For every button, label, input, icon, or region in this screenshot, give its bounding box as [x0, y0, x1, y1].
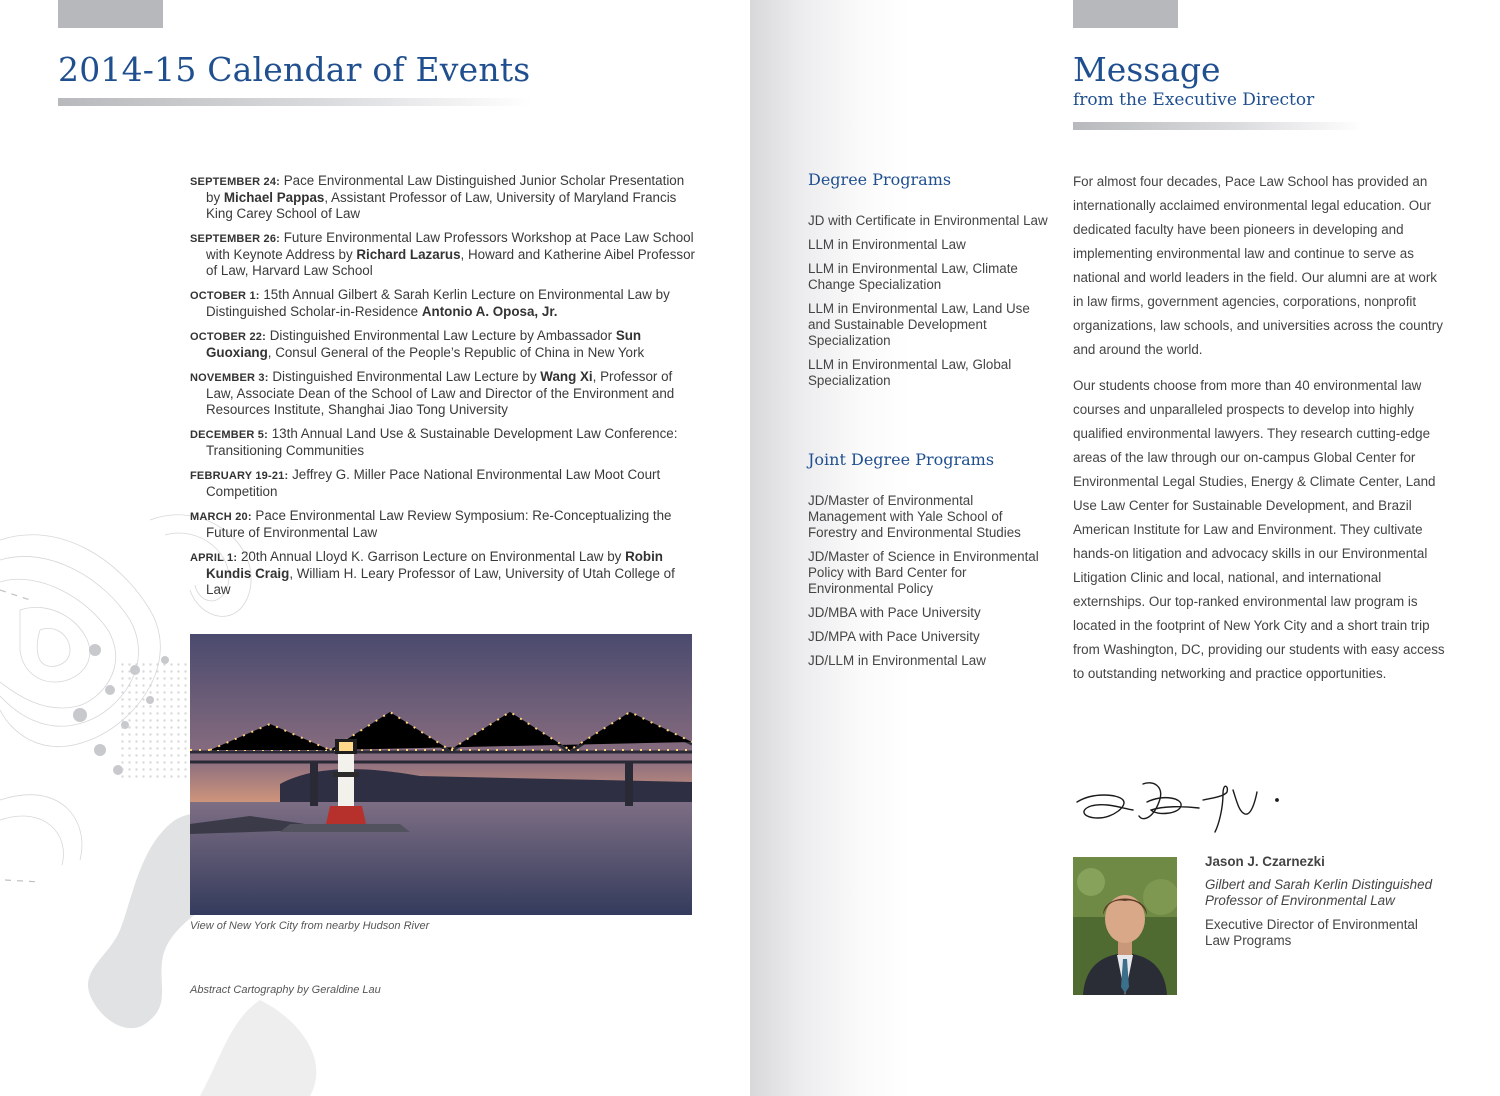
degree-program-item: LLM in Environmental Law, Global Specialization	[808, 357, 1012, 388]
message-paragraph: For almost four decades, Pace Law School has provided an internationally acclaimed environmental legal education. Our dedicated faculty have been pioneers in developing and implementing environmental law and continue to serve as national and world leaders in the field. Our alumni are at work in law firms, government agencies, corporations, nonprofit organizations, law schools, and universities across the country and around the world.	[1073, 174, 1443, 357]
title-rule-right	[1073, 122, 1363, 130]
degree-program-item: LLM in Environmental Law, Climate Change Specialization	[808, 261, 1018, 292]
event-entry	[190, 230, 695, 279]
event-date: APRIL 1:	[190, 552, 238, 564]
event-entry	[190, 467, 695, 500]
page-title: 2014-15 Calendar of Events	[58, 50, 531, 89]
event-text: , Howard and Katherine Aibel Professor of Law, Harvard Law School	[206, 247, 696, 278]
joint-program-item: JD/MPA with Pace University	[808, 629, 980, 644]
event-speaker: Sun Guoxiang	[206, 328, 642, 360]
title-rule	[58, 98, 533, 106]
joint-program-item: JD/MBA with Pace University	[808, 605, 981, 620]
event-text: Future Environmental Law Professors Workshop at Pace Law School with Keynote Address by	[206, 230, 694, 262]
joint-program-item: JD/Master of Science in Environmental Policy with Bard Center for Environmental Policy	[808, 549, 1039, 596]
event-date: MARCH 20:	[190, 511, 252, 523]
event-speaker: Wang Xi	[540, 369, 593, 384]
joint-program-item: JD/Master of Environmental Management with Yale School of Forestry and Environmental Studies	[808, 493, 1021, 540]
director-name: Jason J. Czarnezki	[1205, 854, 1325, 869]
header-tab-right	[1073, 0, 1178, 28]
event-speaker: Antonio A. Oposa, Jr.	[421, 304, 558, 319]
event-date: FEBRUARY 19-21:	[190, 470, 289, 482]
event-speaker: Richard Lazarus	[356, 247, 461, 262]
degree-programs-heading: Degree Programs	[808, 170, 952, 189]
director-role: Executive Director of Environmental Law Programs	[1205, 917, 1418, 948]
event-text: , Professor of Law, Associate Dean of the School of Law and Director of the Environment and Resources Institute, Shanghai Jiao Tong University	[206, 369, 675, 417]
degree-program-item: JD with Certificate in Environmental Law	[808, 213, 1048, 228]
photo-caption: View of New York City from nearby Hudson River	[190, 920, 430, 932]
event-text: Distinguished Environmental Law Lecture by Ambassador	[265, 328, 616, 343]
message-body	[1073, 170, 1445, 698]
events-list	[190, 173, 695, 606]
event-entry	[190, 426, 695, 459]
event-date: OCTOBER 22:	[190, 331, 266, 343]
degree-program-item: LLM in Environmental Law	[808, 237, 966, 252]
event-date: NOVEMBER 3:	[190, 372, 269, 384]
director-title: Gilbert and Sarah Kerlin Distinguished Professor of Environmental Law	[1205, 877, 1433, 908]
event-speaker: Michael Pappas	[223, 190, 325, 205]
event-text: , William H. Leary Professor of Law, University of Utah College of Law	[206, 566, 675, 597]
message-subtitle: from the Executive Director	[1073, 90, 1315, 110]
header-tab	[58, 0, 163, 28]
event-entry	[190, 369, 695, 418]
hudson-river-photo	[190, 634, 692, 915]
event-text: Pace Environmental Law Review Symposium: Re-Conceptualizing the Future of Environmental Law	[206, 508, 672, 540]
event-text: , Consul General of the People’s Republic of China in New York	[267, 345, 645, 360]
event-entry	[190, 287, 695, 320]
event-date: OCTOBER 1:	[190, 290, 260, 302]
event-entry	[190, 508, 695, 541]
event-text: 20th Annual Lloyd K. Garrison Lecture on Environmental Law by	[237, 549, 626, 564]
event-entry	[190, 328, 695, 361]
event-text: Pace Environmental Law Distinguished Junior Scholar Presentation by	[206, 173, 685, 205]
message-title: Message	[1073, 50, 1221, 89]
director-signature	[1073, 772, 1293, 840]
director-info	[1205, 854, 1445, 949]
event-speaker: Robin Kundis Craig	[206, 549, 663, 581]
event-text: , Assistant Professor of Law, University of Maryland Francis King Carey School of Law	[206, 190, 677, 221]
event-date: SEPTEMBER 24:	[190, 176, 281, 188]
event-text: 13th Annual Land Use & Sustainable Development Law Conference: Transitioning Communities	[206, 426, 678, 458]
art-credit: Abstract Cartography by Geraldine Lau	[190, 984, 381, 996]
event-text: Distinguished Environmental Law Lecture by	[268, 369, 541, 384]
director-portrait	[1073, 857, 1177, 995]
degree-program-item: LLM in Environmental Law, Land Use and Sustainable Development Specialization	[808, 301, 1030, 348]
event-date: DECEMBER 5:	[190, 429, 268, 441]
event-date: SEPTEMBER 26:	[190, 233, 281, 245]
joint-degree-heading: Joint Degree Programs	[808, 450, 995, 469]
event-text: 15th Annual Gilbert & Sarah Kerlin Lecture on Environmental Law by Distinguished Scholar-in-Residence	[206, 287, 670, 319]
joint-degree-list	[808, 493, 1053, 677]
event-entry	[190, 173, 695, 222]
event-entry	[190, 549, 695, 598]
event-text: Jeffrey G. Miller Pace National Environmental Law Moot Court Competition	[206, 467, 661, 499]
degree-programs-list	[808, 213, 1053, 397]
joint-program-item: JD/LLM in Environmental Law	[808, 653, 986, 668]
message-paragraph: Our students choose from more than 40 environmental law courses and unparalleled prospects to develop into highly qualified environmental lawyers. They research cutting-edge areas of the law through our on-campus Global Center for Environmental Legal Studies, Energy & Climate Center, Land Use Law Center for Sustainable Development, and Brazil American Institute for Law and Environment. They cultivate hands-on litigation and advocacy skills in our Environmental Litigation Clinic and local, national, and international externships. Our top-ranked environmental law program is located in the footprint of New York City and a short train trip from Washington, DC, providing our students with easy access to outstanding networking and practice opportunities.	[1073, 378, 1445, 681]
